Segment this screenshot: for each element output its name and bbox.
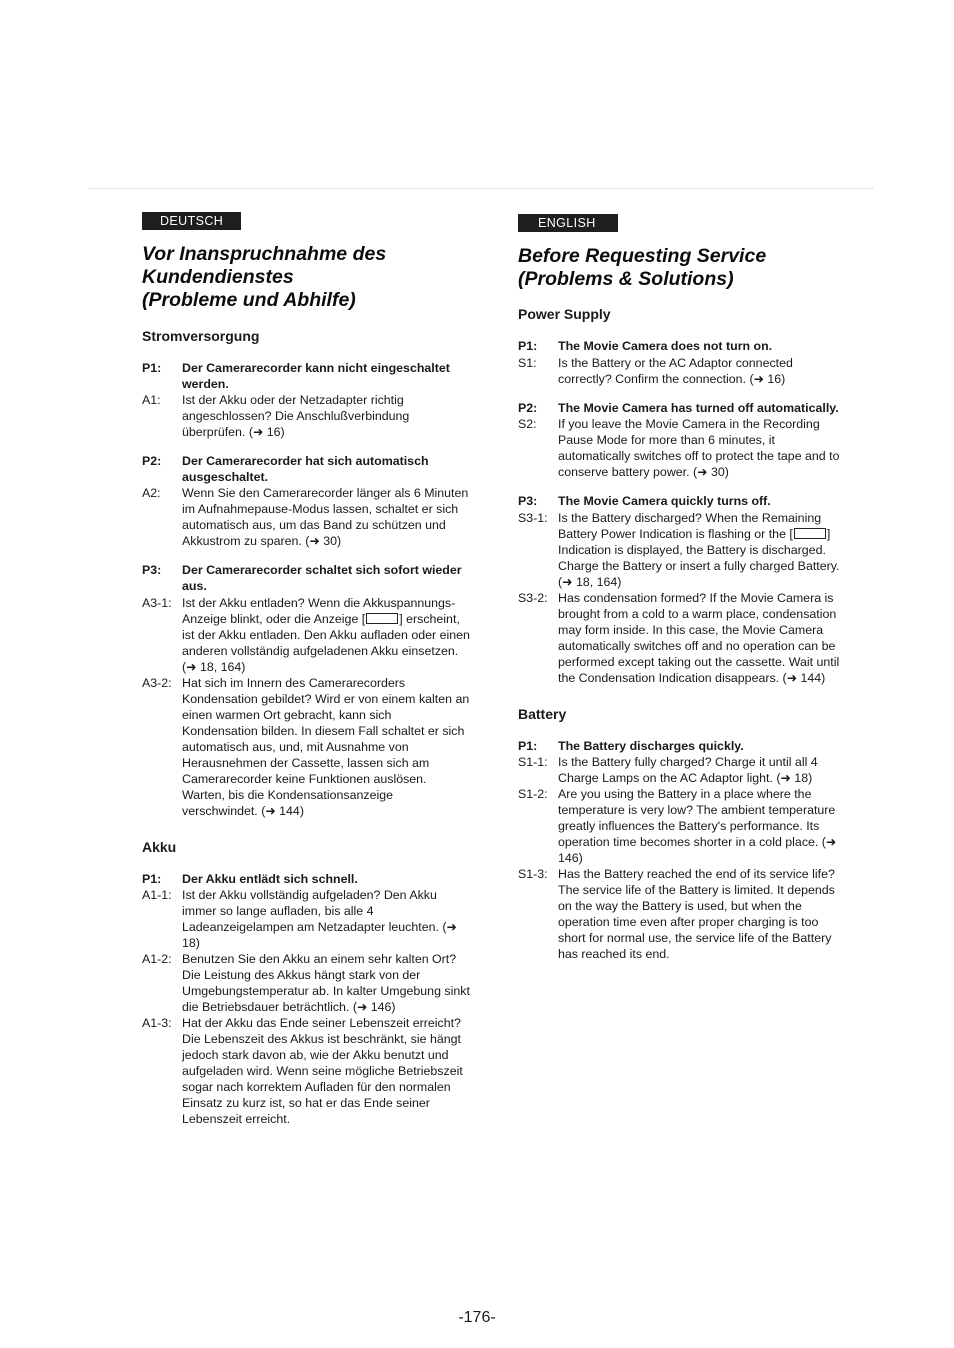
answer-key: A1-3: bbox=[142, 1016, 172, 1031]
problem-text: Der Camerarecorder kann nicht eingeschaltet werden. bbox=[182, 361, 450, 391]
answer-text: Is the Battery or the AC Adaptor connected correctly? Confirm the connection. (➜ 16) bbox=[558, 355, 793, 386]
answer-key: A1-1: bbox=[142, 888, 172, 903]
answer-item bbox=[518, 786, 848, 866]
answer-item bbox=[142, 1015, 470, 1127]
title-line: Vor Inanspruchnahme des bbox=[142, 243, 387, 265]
section-heading: Stromversorgung bbox=[142, 328, 260, 344]
language-label: ENGLISH bbox=[518, 214, 618, 232]
answer-key: S3-1: bbox=[518, 510, 548, 525]
problem-heading bbox=[142, 361, 470, 392]
answer-text: Hat sich im Innern des Camerarecorders Kondensation gebildet? Wird er von einem kalten an einen warmen Ort gebracht, kann sich Kondensation bilden. In diesem Fall schaltet er sich automatisch aus, und, mit Ausnahme von Herausnehmen der Cassette, lassen sich am Camerarecorder keine Funktionen auslösen. Warten, bis die Kondensationsanzeige verschwindet. (➜ 144) bbox=[182, 675, 470, 818]
answer-item bbox=[518, 590, 848, 686]
section-heading: Akku bbox=[142, 838, 177, 855]
problem-key: P2: bbox=[518, 400, 538, 415]
answer-item bbox=[142, 595, 470, 675]
problem-text: Der Camerarecorder hat sich automatisch ausgeschaltet. bbox=[182, 454, 429, 484]
answer-text bbox=[558, 510, 848, 590]
answer-item bbox=[518, 866, 848, 962]
problem-key: P3: bbox=[518, 494, 538, 509]
problem-key: P1: bbox=[518, 339, 538, 353]
problem-text: The Battery discharges quickly. bbox=[558, 738, 744, 753]
section-heading: Power Supply bbox=[518, 306, 611, 322]
problem-key: P1: bbox=[142, 871, 162, 886]
answer-key: S1-1: bbox=[518, 755, 548, 770]
column-english bbox=[518, 214, 848, 962]
answer-key: A3-2: bbox=[142, 675, 172, 690]
answer-item bbox=[142, 675, 470, 819]
answer-text: Ist der Akku vollständig aufgeladen? Den Akku immer so lange aufladen, bis alle 4 Ladeanzeigelampen am Netzadapter leuchten. (➜ 18) bbox=[182, 888, 457, 951]
answer-item bbox=[142, 951, 470, 1015]
battery-empty-icon bbox=[794, 528, 826, 539]
title-line: Before Requesting Service bbox=[518, 245, 767, 267]
answer-text: Hat der Akku das Ende seiner Lebenszeit erreicht? Die Lebenszeit des Akkus ist beschränkt, sie hängt jedoch stark davon ab, wie der Akku benutzt und aufgeladen wird. Wenn seine mögliche Betriebszeit sogar nach korrektem Aufladen für den normalen Einsatz zu kurz ist, so hat er das Ende seiner Lebenszeit erreicht. bbox=[182, 1016, 463, 1127]
problem-heading bbox=[518, 401, 848, 417]
answer-key: S1: bbox=[518, 355, 537, 370]
title-line: (Problems & Solutions) bbox=[518, 268, 734, 290]
problem-text: Der Akku entlädt sich schnell. bbox=[182, 871, 358, 886]
problem-text: The Movie Camera quickly turns off. bbox=[558, 494, 771, 509]
language-label: DEUTSCH bbox=[142, 212, 241, 230]
problem-heading bbox=[142, 454, 470, 485]
answer-text: Has condensation formed? If the Movie Camera is brought from a cold to a warm place, condensation may form inside. In this case, the Movie Camera automatically switches off and no operation can be performed except taking out the cassette. Wait until the Condensation Indication disappears. (➜ 144) bbox=[558, 590, 840, 685]
problem-text: The Movie Camera has turned off automatically. bbox=[558, 400, 839, 415]
problem-heading bbox=[142, 563, 470, 594]
answer-item bbox=[142, 485, 470, 549]
page-title bbox=[518, 245, 848, 291]
answer-item bbox=[518, 416, 848, 480]
answer-key: A2: bbox=[142, 486, 161, 501]
answer-item bbox=[518, 754, 848, 786]
answer-text bbox=[182, 595, 470, 675]
answer-key: A1: bbox=[142, 393, 161, 408]
answer-text: Benutzen Sie den Akku an einem sehr kalten Ort? Die Leistung des Akkus hängt stark von der Umgebungstemperatur ab. In kalter Umgebung sinkt die Betriebsdauer beträchtlich. (➜ 146) bbox=[182, 952, 470, 1015]
answer-key: S3-2: bbox=[518, 590, 548, 605]
answer-text-part: ] Indication is displayed, the Battery is discharged. Charge the Battery or insert a fully charged Battery. (➜ 18, 164) bbox=[558, 526, 840, 589]
answer-text-part: Is the Battery discharged? When the Remaining Battery Power Indication is flashing or the [ bbox=[558, 510, 822, 541]
answer-text: If you leave the Movie Camera in the Recording Pause Mode for more than 6 minutes, it automatically switches off to protect the tape and to conserve battery power. (➜ 30) bbox=[558, 417, 840, 480]
answer-item bbox=[518, 355, 848, 387]
problem-text: Der Camerarecorder schaltet sich sofort wieder aus. bbox=[182, 563, 462, 593]
answer-text-part: ] erscheint, ist der Akku entladen. Den Akku aufladen oder einen anderen vollständig aufgeladenen Akku einsetzen. (➜ 18, 164) bbox=[182, 611, 470, 674]
answer-text: Ist der Akku oder der Netzadapter richtig angeschlossen? Die Anschlußverbindung überprüfen. (➜ 16) bbox=[182, 393, 410, 440]
page-number: -176- bbox=[458, 1309, 496, 1326]
problem-heading bbox=[142, 872, 470, 888]
problem-heading bbox=[518, 739, 848, 755]
problem-text: The Movie Camera does not turn on. bbox=[558, 339, 773, 353]
problem-key: P1: bbox=[142, 361, 162, 375]
problem-heading bbox=[518, 494, 848, 510]
column-deutsch bbox=[142, 212, 470, 1127]
answer-item bbox=[142, 887, 470, 951]
answer-key: S2: bbox=[518, 417, 537, 432]
answer-key: S1-2: bbox=[518, 787, 548, 802]
answer-text: Are you using the Battery in a place where the temperature is very low? The ambient temperature greatly influences the Battery's performance. Its operation time becomes shorter in a cold place. (➜ 146) bbox=[558, 787, 837, 866]
answer-item bbox=[518, 510, 848, 590]
answer-text-part: Ist der Akku entladen? Wenn die Akkuspannungs-Anzeige blinkt, oder die Anzeige [ bbox=[182, 595, 456, 626]
title-line: Kundendienstes bbox=[142, 266, 294, 288]
problem-key: P1: bbox=[518, 738, 538, 753]
title-line: (Probleme und Abhilfe) bbox=[142, 289, 356, 311]
answer-key: A1-2: bbox=[142, 952, 172, 967]
section-heading: Battery bbox=[518, 705, 567, 722]
answer-key: A3-1: bbox=[142, 595, 172, 610]
page-title bbox=[142, 243, 470, 312]
answer-text: Has the Battery reached the end of its service life? The service life of the Battery is limited. It depends on the way the Battery is used, but when the operation time even after proper charging is too short for normal use, the service life of the Battery has reached its end. bbox=[558, 867, 835, 962]
answer-text: Is the Battery fully charged? Charge it until all 4 Charge Lamps on the AC Adaptor light. (➜ 18) bbox=[558, 755, 818, 786]
problem-heading bbox=[518, 339, 848, 355]
answer-text: Wenn Sie den Camerarecorder länger als 6 Minuten im Aufnahmepause-Modus lassen, schaltet er sich automatisch aus, um das Band zu schützen und Akkustrom zu sparen. (➜ 30) bbox=[182, 486, 469, 549]
battery-empty-icon bbox=[366, 613, 398, 624]
header-rule bbox=[88, 188, 873, 189]
answer-key: S1-3: bbox=[518, 867, 548, 882]
problem-key: P3: bbox=[142, 563, 162, 578]
problem-key: P2: bbox=[142, 454, 162, 469]
answer-item bbox=[142, 392, 470, 440]
